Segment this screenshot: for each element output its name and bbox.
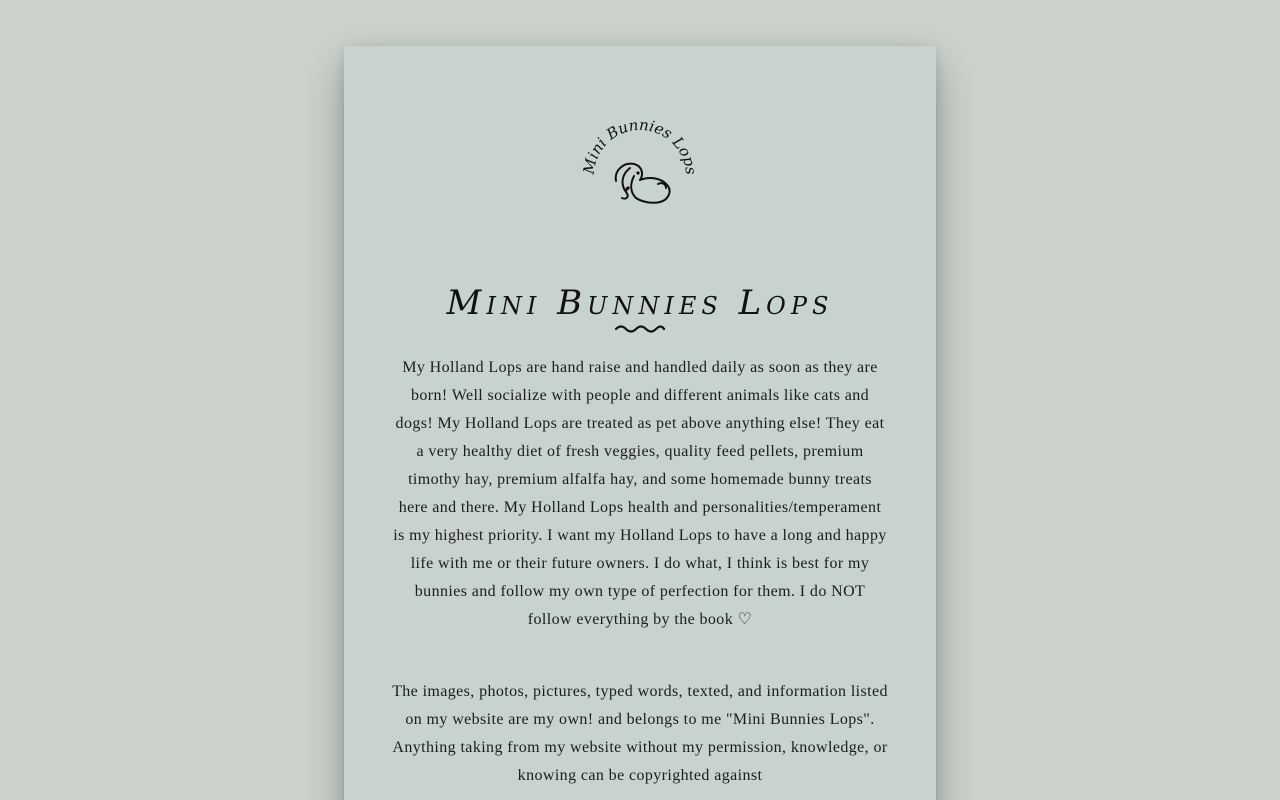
logo-text: Mini Bunnies Lops bbox=[580, 118, 700, 176]
content-card bbox=[344, 46, 936, 800]
intro-paragraph: My Holland Lops are hand raise and handled daily as soon as they are born! Well socialize with people and different animals like cats and dogs! My Holland Lops are treated as pet above anything else! They eat a very healthy diet of fresh veggies, quality feed pellets, premium timothy hay, premium alfalfa hay, and some homemade bunny treats here and there. My Holland Lops health and personalities/temperament is my highest priority. I want my Holland Lops to have a long and happy life with me or their future owners. I do what, I think is best for my bunnies and follow my own type of perfection for them. I do NOT follow everything by the book ♡ bbox=[393, 359, 887, 628]
site-logo[interactable] bbox=[580, 118, 700, 214]
wave-divider bbox=[614, 322, 666, 336]
bunny-logo-icon bbox=[580, 118, 700, 214]
copyright-paragraph: The images, photos, pictures, typed words, texted, and information listed on my website are my own! and belongs to me "Mini Bunnies Lops". Anything taking from my website without my permission, knowledge, or knowing can be copyrighted against bbox=[392, 683, 888, 784]
page-title: Mini Bunnies Lops bbox=[446, 282, 834, 323]
